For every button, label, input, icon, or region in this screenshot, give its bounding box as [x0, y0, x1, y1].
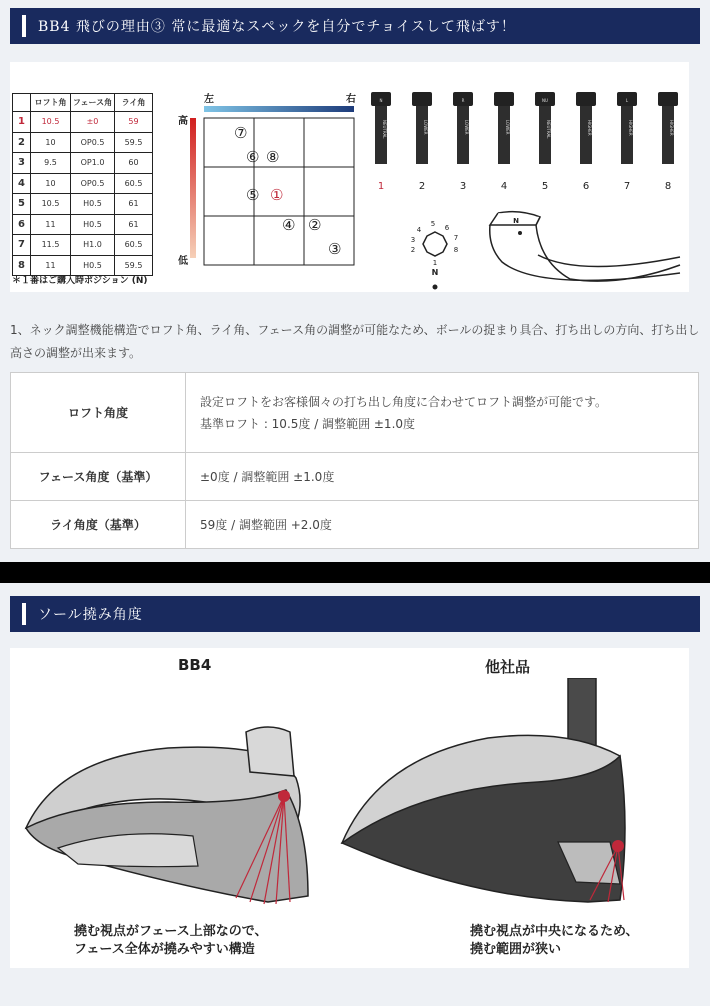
- horizontal-gradient-bar: [204, 106, 354, 112]
- table-row: [11, 373, 699, 453]
- sleeve-number: 3: [459, 181, 467, 192]
- sleeve-text: LOWER: [464, 120, 469, 135]
- table-row: [11, 453, 699, 501]
- divider-bar: [0, 562, 710, 583]
- sleeve-number: 6: [582, 181, 590, 192]
- sleeve-7: [617, 92, 637, 192]
- sleeve-1: [371, 92, 391, 192]
- grid-marker-8: ⑧: [266, 148, 280, 166]
- table-row: [13, 112, 153, 133]
- table-cell: 11.5: [31, 235, 71, 256]
- sleeve-8: [658, 92, 678, 192]
- sleeve-cap: [576, 92, 596, 106]
- sleeve-5: [535, 92, 555, 192]
- table-row: [13, 235, 153, 256]
- sleeve-number: 2: [418, 181, 426, 192]
- sleeve-letter: N: [379, 98, 383, 103]
- sleeve-cap: [412, 92, 432, 106]
- spec-value: [186, 453, 699, 501]
- position-number: 3: [13, 153, 31, 174]
- sleeve-text: LOWER: [423, 120, 428, 135]
- grid-marker-3: ③: [328, 240, 342, 258]
- bb4-club-head-illustration: [18, 718, 323, 918]
- table-cell: 11: [31, 255, 71, 276]
- adjust-spec-panel: [10, 62, 689, 292]
- sleeve-2: [412, 92, 432, 192]
- dial-number: 6: [444, 224, 450, 232]
- grid-marker-6: ⑥: [246, 148, 260, 166]
- section-header-sole: [10, 596, 700, 632]
- section-header-adjust: [10, 8, 700, 44]
- sleeve-cap: [494, 92, 514, 106]
- spec-key: フェース角度（基準）: [11, 453, 186, 501]
- table-cell: 61: [115, 194, 153, 215]
- sleeve-text: HIGHER: [669, 120, 674, 136]
- table-cell: 59: [115, 112, 153, 133]
- table-row: [11, 501, 699, 549]
- table-row: [13, 153, 153, 174]
- sleeve-number: 1: [377, 181, 385, 192]
- table-cell: OP0.5: [71, 132, 115, 153]
- sleeve-number: 4: [500, 181, 508, 192]
- sleeve-cap: [658, 92, 678, 106]
- dial-octagon: [423, 232, 447, 256]
- table-cell: 59.5: [115, 132, 153, 153]
- trajectory-grid-chart: [170, 90, 370, 270]
- competitor-caption: [470, 923, 638, 959]
- table-row: [13, 173, 153, 194]
- sleeve-6: [576, 92, 596, 192]
- table-row: [13, 194, 153, 215]
- table-cell: 60.5: [115, 173, 153, 194]
- table-cell: OP1.0: [71, 153, 115, 174]
- neck-label: N: [513, 217, 519, 225]
- dial-number: 7: [453, 234, 459, 242]
- position-footnote: ＊１番はご購入時ポジション (N): [12, 276, 148, 286]
- caption-line: 撓む視点がフェース上部なので、: [74, 924, 268, 939]
- spec-key: ライ角度（基準）: [11, 501, 186, 549]
- adjust-dial-diagram: [400, 212, 470, 292]
- sleeve-letter: R: [461, 98, 465, 103]
- sleeve-body: [498, 106, 510, 164]
- competitor-title: 他社品: [485, 658, 531, 676]
- table-header-cell: フェース角: [71, 94, 115, 112]
- position-number: 1: [13, 112, 31, 133]
- table-row: [13, 214, 153, 235]
- position-number: 4: [13, 173, 31, 194]
- table-header-row: [13, 94, 153, 112]
- right-label: 右: [346, 94, 356, 105]
- table-cell: 61: [115, 214, 153, 235]
- grid-marker-7: ⑦: [234, 124, 248, 142]
- sleeve-3: [453, 92, 473, 192]
- header-accent-bar: [22, 603, 26, 625]
- sleeve-number: 8: [664, 181, 672, 192]
- sleeve-letter: NU: [542, 98, 548, 103]
- spec-value: [186, 501, 699, 549]
- bb4-caption: [74, 923, 267, 959]
- caption-line: フェース全体が撓みやすい構造: [74, 942, 255, 957]
- neck-dot: [518, 231, 522, 235]
- vertical-gradient-bar: [190, 118, 196, 258]
- dial-number: N: [431, 268, 439, 277]
- sleeve-4: [494, 92, 514, 192]
- sleeve-text: NEUTRAL: [546, 120, 551, 139]
- table-cell: 10: [31, 173, 71, 194]
- spec-line: 59度 / 調整範囲 +2.0度: [200, 517, 332, 532]
- position-number: 5: [13, 194, 31, 215]
- dial-number: 8: [453, 246, 459, 254]
- bb4-flex-point: [278, 790, 290, 802]
- high-label: 高: [178, 116, 188, 127]
- table-cell: 10.5: [31, 112, 71, 133]
- table-cell: 60: [115, 153, 153, 174]
- grid-marker-4: ④: [282, 216, 296, 234]
- sleeve-number: 5: [541, 181, 549, 192]
- dial-number: 4: [416, 226, 422, 234]
- position-number: 8: [13, 255, 31, 276]
- spec-key: ロフト角度: [11, 373, 186, 453]
- spec-line: 基準ロフト : 10.5度 / 調整範囲 ±1.0度: [200, 416, 416, 431]
- position-number: 2: [13, 132, 31, 153]
- position-number: 6: [13, 214, 31, 235]
- left-label: 左: [204, 94, 214, 105]
- low-label: 低: [178, 256, 188, 267]
- spec-table: [10, 372, 699, 549]
- dial-dot: [433, 285, 438, 290]
- spec-value: [186, 373, 699, 453]
- table-header-cell: [13, 94, 31, 112]
- table-cell: H1.0: [71, 235, 115, 256]
- sleeve-number: 7: [623, 181, 631, 192]
- spec-line: 設定ロフトをお客様個々の打ち出し角度に合わせてロフト調整が可能です。: [200, 394, 608, 409]
- header-accent-bar: [22, 15, 26, 37]
- table-cell: 60.5: [115, 235, 153, 256]
- dial-number: 2: [410, 246, 416, 254]
- sleeve-body: [457, 106, 469, 164]
- table-cell: H0.5: [71, 255, 115, 276]
- grid-marker-2: ②: [308, 216, 322, 234]
- table-cell: ±0: [71, 112, 115, 133]
- bb4-title: BB4: [178, 656, 212, 674]
- sleeve-letter: L: [625, 98, 629, 103]
- dial-number: 3: [410, 236, 416, 244]
- table-cell: OP0.5: [71, 173, 115, 194]
- sleeve-lineup: [365, 90, 685, 195]
- caption-line: 撓む範囲が狭い: [470, 942, 562, 957]
- spec-line: ±0度 / 調整範囲 ±1.0度: [200, 469, 335, 484]
- table-header-cell: ロフト角: [31, 94, 71, 112]
- shaft-line: [538, 255, 680, 267]
- section-title: ソール撓み角度: [38, 607, 143, 623]
- position-table: [12, 93, 153, 276]
- sleeve-text: LOWER: [505, 120, 510, 135]
- adjust-description: 1、ネック調整機能構造でロフト角、ライ角、フェース角の調整が可能なため、ボールの捉まり具合、打ち出しの方向、打ち出し高さの調整が出来ます。: [10, 323, 700, 360]
- table-cell: 11: [31, 214, 71, 235]
- table-header-cell: ライ角: [115, 94, 153, 112]
- table-cell: 59.5: [115, 255, 153, 276]
- table-cell: H0.5: [71, 194, 115, 215]
- competitor-club-head-illustration: [338, 678, 638, 903]
- dial-number: 5: [430, 220, 436, 228]
- sleeve-text: HIGHER: [628, 120, 633, 136]
- position-number: 7: [13, 235, 31, 256]
- sleeve-text: HIGHER: [587, 120, 592, 136]
- competitor-flex-point: [612, 840, 624, 852]
- bb4-hosel-bump: [246, 727, 294, 776]
- dial-number: 1: [432, 259, 438, 267]
- table-cell: 10.5: [31, 194, 71, 215]
- table-cell: H0.5: [71, 214, 115, 235]
- hosel-neck-diagram: [480, 207, 685, 292]
- section-title: BB4 飛びの理由③ 常に最適なスペックを自分でチョイスして飛ばす！: [38, 19, 516, 35]
- grid-marker-5: ⑤: [246, 186, 260, 204]
- sleeve-body: [416, 106, 428, 164]
- sleeve-text: NEUTRAL: [382, 120, 387, 139]
- grid-marker-1: ①: [270, 186, 284, 204]
- caption-line: 撓む視点が中央になるため、: [470, 924, 639, 939]
- table-cell: 10: [31, 132, 71, 153]
- table-row: [13, 132, 153, 153]
- table-cell: 9.5: [31, 153, 71, 174]
